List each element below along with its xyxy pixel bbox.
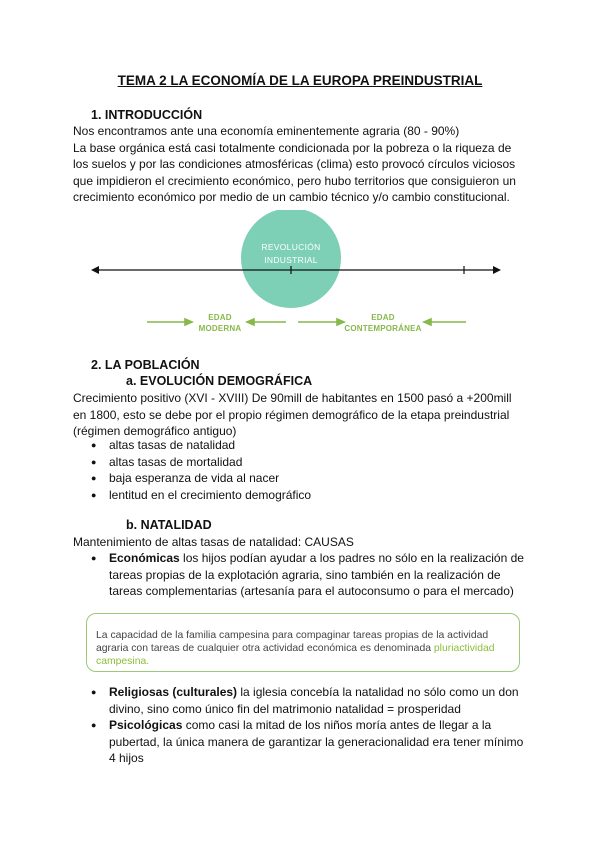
list-item: ● altas tasas de mortalidad: [91, 454, 311, 471]
evolucion-line: (régimen demográfico antiguo): [73, 424, 237, 438]
list-item-economicas: [91, 550, 524, 600]
causas-list-economicas: [91, 550, 524, 600]
callout-line: La capacidad de la familia campesina para compaginar tareas propias de la actividad: [96, 630, 489, 641]
causa-text: tareas complementarias (artesanía para el autoconsumo o para el mercado): [109, 584, 514, 598]
timeline-right-arrowhead: [493, 266, 501, 274]
causa-text: divino, sino como único fin del matrimonio natalidad = prosperidad: [109, 701, 461, 716]
label-line: MODERNA: [198, 324, 242, 333]
causa-label: Religiosas (culturales): [109, 685, 238, 699]
list-item-psicologicas: [91, 717, 523, 767]
demografico-bullet-list: [91, 437, 311, 503]
intro-line: La base orgánica está casi totalmente condicionada por la pobreza o la riqueza de: [73, 140, 512, 155]
list-item-religiosas: [91, 684, 523, 717]
section-heading-introduccion: 1. INTRODUCCIÓN: [91, 108, 203, 122]
subheading-evolucion: a. EVOLUCIÓN DEMOGRÁFICA: [126, 374, 313, 388]
intro-line: crecimiento económico por medio de un cambio técnico y/o cambio constitucional.: [73, 190, 510, 204]
timeline-left-arrowhead: [91, 266, 99, 274]
causas-list-rest: [91, 684, 523, 767]
section-heading-poblacion: 2. LA POBLACIÓN: [91, 358, 200, 372]
callout-highlight: pluriactividad: [433, 643, 495, 654]
circle-label-line: INDUSTRIAL: [264, 255, 318, 265]
causa-text: como casi la mitad de los niños moría antes de llegar a la: [182, 718, 492, 732]
list-item: ● lentitud en el crecimiento demográfico: [91, 487, 311, 504]
intro-paragraph: [73, 123, 516, 206]
edad-contemporanea-label: [333, 312, 433, 334]
causa-label: Psicológicas: [109, 718, 183, 732]
list-item: ● altas tasas de natalidad: [91, 437, 311, 454]
callout-highlight: campesina.: [96, 656, 150, 667]
subheading-natalidad: b. NATALIDAD: [126, 518, 212, 532]
evolucion-line: en 1800, esto se debe por el propio régimen demográfico de la etapa preindustrial: [73, 407, 510, 422]
intro-line: que impidieron el crecimiento económico, pero hubo territorios que consiguieron un: [73, 173, 516, 188]
natalidad-intro: Mantenimiento de altas tasas de natalidad: CAUSAS: [73, 535, 354, 549]
causa-label: Económicas: [109, 551, 180, 565]
evolucion-line: Crecimiento positivo (XVI - XVIII) De 90mill de habitantes en 1500 pasó a +200mill: [73, 391, 512, 405]
circle-label: [241, 241, 341, 267]
causa-text: 4 hijos: [109, 751, 144, 765]
page-title: TEMA 2 LA ECONOMÍA DE LA EUROPA PREINDUSTRIAL: [117, 73, 483, 88]
callout-text: agraria con tareas de cualquier otra actividad económica es denominada: [96, 643, 434, 654]
circle-label-line: REVOLUCIÓN: [261, 242, 321, 252]
evolucion-paragraph: [73, 390, 512, 440]
causa-text: la iglesia concebía la natalidad no sólo como un don: [237, 685, 519, 699]
causa-text: pubertad, la única manera de garantizar la generacionalidad era tener mínimo: [109, 734, 524, 749]
pluriactividad-callout: [86, 613, 520, 672]
label-line: CONTEMPORÁNEA: [344, 324, 422, 333]
callout-line: [96, 642, 511, 655]
intro-line: los suelos y por las condiciones atmosféricas (clima) esto provocó círculos viciosos: [73, 157, 516, 171]
intro-line: Nos encontramos ante una economía eminentemente agraria (80 - 90%): [73, 124, 460, 138]
causa-text: los hijos podían ayudar a los padres no sólo en la realización de: [179, 551, 524, 565]
label-line: EDAD: [371, 313, 395, 322]
list-item: ● baja esperanza de vida al nacer: [91, 470, 311, 487]
edad-moderna-label: [180, 312, 260, 334]
timeline-diagram: [0, 210, 600, 350]
causa-text: tareas propias de la explotación agraria, sino también en la realización de: [109, 567, 501, 582]
label-line: EDAD: [208, 313, 232, 322]
